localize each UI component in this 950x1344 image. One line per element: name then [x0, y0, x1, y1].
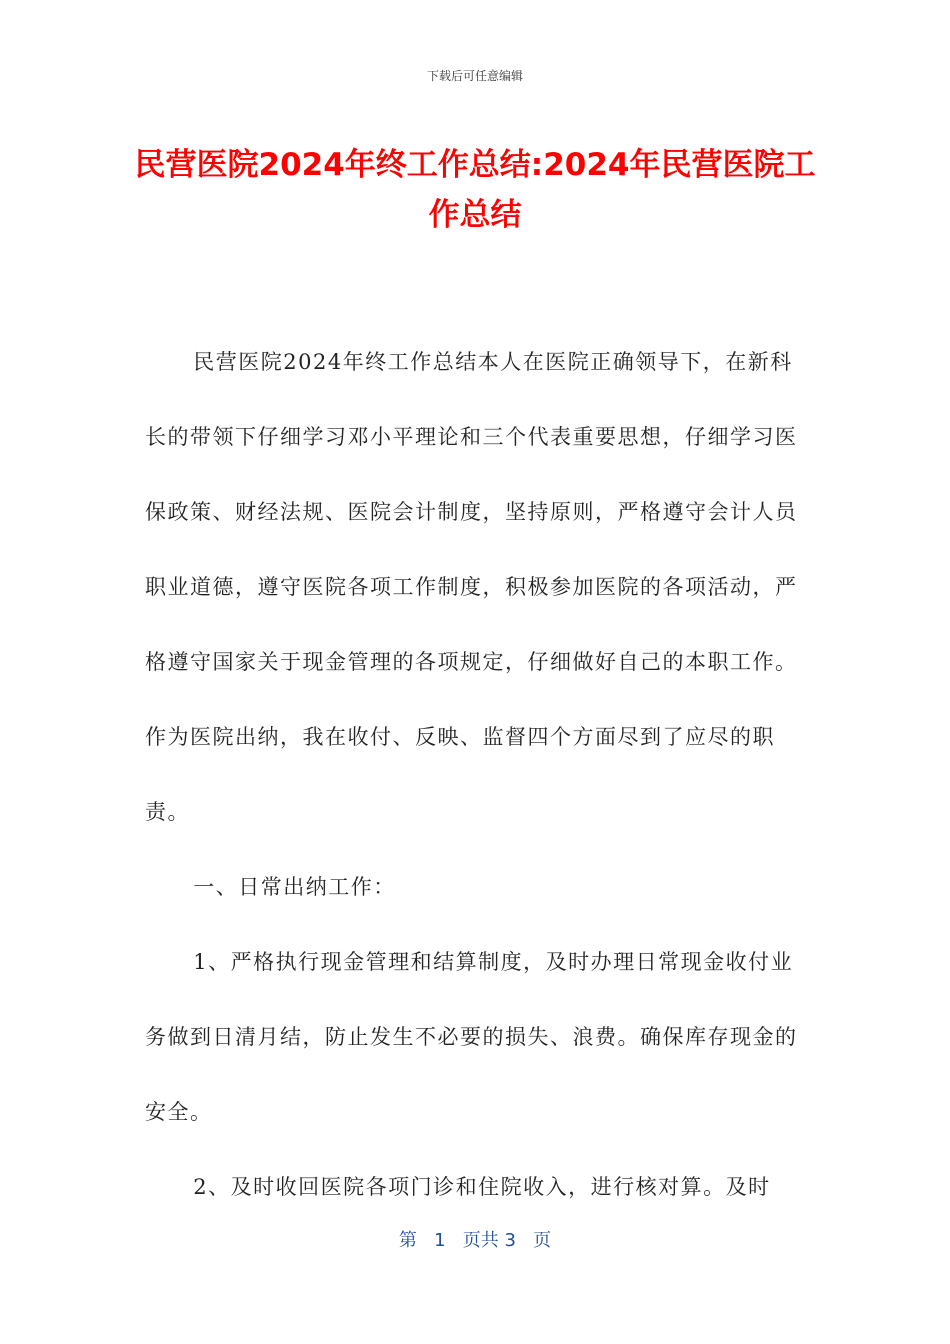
document-title: 民营医院2024年终工作总结:2024年民营医院工作总结 [134, 147, 816, 233]
page-label-prefix: 第 [398, 1230, 417, 1251]
page-label-suffix: 页 [533, 1230, 552, 1251]
section-heading: 一、日常出纳工作： [193, 875, 396, 899]
paragraph: 1、严格执行现金管理和结算制度，及时办理日常现金收付业务做到日清月结，防止发生不必要的损失、浪费。确保库存现金的安全。 [145, 950, 798, 1124]
header-note: 下载后可任意编辑 [426, 69, 523, 83]
page-label-middle: 页共 [462, 1230, 499, 1251]
page-footer [0, 1226, 950, 1252]
document-body [145, 325, 805, 1225]
current-page: 1 [434, 1230, 446, 1251]
total-pages: 3 [504, 1230, 516, 1251]
paragraph: 2、及时收回医院各项门诊和住院收入，进行核对算。及时 [193, 1175, 771, 1199]
paragraph: 民营医院2024年终工作总结本人在医院正确领导下，在新科长的带领下仔细学习邓小平理论和三个代表重要思想，仔细学习医保政策、财经法规、医院会计制度，坚持原则，严格遵守会计人员职业道德，遵守医院各项工作制度，积极参加医院的各项活动，严格遵守国家关于现金管理的各项规定，仔细做好自己的本职工作。作为医院出纳，我在收付、反映、监督四个方面尽到了应尽的职责。 [145, 350, 798, 824]
